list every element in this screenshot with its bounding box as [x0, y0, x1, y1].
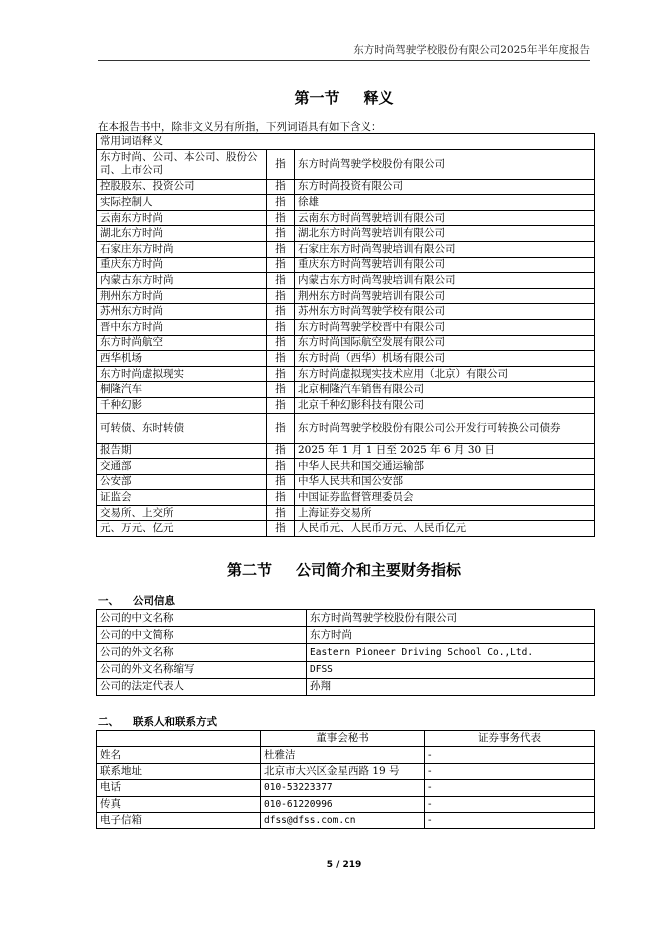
- company-info-label: 公司的外文名称缩写: [97, 661, 307, 678]
- definition-row: [97, 413, 595, 443]
- contact-table: [96, 730, 595, 829]
- definition-row: [97, 241, 595, 257]
- definition-separator: 指: [267, 335, 295, 351]
- definition-separator: 指: [267, 288, 295, 304]
- definition-row: [97, 273, 595, 289]
- definition-separator: 指: [267, 443, 295, 459]
- definition-row: [97, 490, 595, 506]
- definition-meaning: 徐雄: [295, 195, 595, 211]
- definition-term: 内蒙古东方时尚: [97, 273, 267, 289]
- definition-row: [97, 288, 595, 304]
- definition-row: [97, 382, 595, 398]
- definition-row: [97, 179, 595, 195]
- definition-meaning: 东方时尚驾驶学校晋中有限公司: [295, 319, 595, 335]
- definition-term: 桐隆汽车: [97, 382, 267, 398]
- definition-meaning: 云南东方时尚驾驶培训有限公司: [295, 210, 595, 226]
- contact-label: 联系地址: [97, 763, 261, 779]
- definition-meaning: 人民币元、人民币万元、人民币亿元: [295, 521, 595, 537]
- definition-separator: 指: [267, 257, 295, 273]
- contact-col-secretary: 董事会秘书: [261, 731, 425, 747]
- contact-row: [97, 812, 595, 828]
- definition-separator: 指: [267, 366, 295, 382]
- definition-separator: 指: [267, 195, 295, 211]
- definition-term: 云南东方时尚: [97, 210, 267, 226]
- section-1-name: 释义: [363, 89, 394, 107]
- definition-row: [97, 149, 595, 179]
- definition-term: 晋中东方时尚: [97, 319, 267, 335]
- section-2-title: [98, 559, 590, 580]
- definition-meaning: 内蒙古东方时尚驾驶培训有限公司: [295, 273, 595, 289]
- definition-term: 可转债、东时转债: [97, 413, 267, 443]
- company-info-heading: [98, 593, 175, 608]
- definition-meaning: 湖北东方时尚驾驶培训有限公司: [295, 226, 595, 242]
- definition-term: 公安部: [97, 474, 267, 490]
- definition-meaning: 上海证券交易所: [295, 505, 595, 521]
- definition-meaning: 中华人民共和国公安部: [295, 474, 595, 490]
- contact-row: [97, 747, 595, 763]
- definition-term: 东方时尚航空: [97, 335, 267, 351]
- contact-header-blank: [97, 731, 261, 747]
- company-info-value: 孙翔: [307, 678, 595, 695]
- definition-term: 东方时尚虚拟现实: [97, 366, 267, 382]
- company-info-value: 东方时尚驾驶学校股份有限公司: [307, 610, 595, 627]
- section-2-name: 公司简介和主要财务指标: [296, 561, 462, 579]
- definition-term: 荆州东方时尚: [97, 288, 267, 304]
- definition-term: 交通部: [97, 459, 267, 475]
- company-info-label: 公司的中文名称: [97, 610, 307, 627]
- definition-separator: 指: [267, 521, 295, 537]
- contact-label: 姓名: [97, 747, 261, 763]
- contact-col-rep: 证券事务代表: [425, 731, 595, 747]
- definition-row: [97, 443, 595, 459]
- definition-row: [97, 459, 595, 475]
- definition-separator: 指: [267, 490, 295, 506]
- definition-meaning: 苏州东方时尚驾驶学校有限公司: [295, 304, 595, 320]
- contact-secretary-value: 北京市大兴区金星西路 19 号: [261, 763, 425, 779]
- definition-term: 东方时尚、公司、本公司、股份公司、上市公司: [97, 149, 267, 179]
- contact-rep-value: -: [425, 812, 595, 828]
- contact-rep-value: -: [425, 747, 595, 763]
- contact-row: [97, 796, 595, 812]
- header-rule: [98, 60, 590, 61]
- company-info-heading-number: 一、: [98, 595, 119, 607]
- definition-meaning: 东方时尚国际航空发展有限公司: [295, 335, 595, 351]
- company-info-row: [97, 678, 595, 695]
- definition-term: 证监会: [97, 490, 267, 506]
- definition-row: [97, 505, 595, 521]
- definition-term: 石家庄东方时尚: [97, 241, 267, 257]
- definition-separator: 指: [267, 304, 295, 320]
- definition-row: [97, 335, 595, 351]
- definition-separator: 指: [267, 505, 295, 521]
- page-number: 5 / 219: [326, 860, 362, 870]
- company-info-value: 东方时尚: [307, 627, 595, 644]
- definition-term: 重庆东方时尚: [97, 257, 267, 273]
- definition-separator: 指: [267, 382, 295, 398]
- company-info-row: [97, 610, 595, 627]
- definition-row: [97, 366, 595, 382]
- definition-separator: 指: [267, 319, 295, 335]
- definition-separator: 指: [267, 241, 295, 257]
- contact-heading-number: 二、: [98, 716, 119, 728]
- definition-meaning: 石家庄东方时尚驾驶培训有限公司: [295, 241, 595, 257]
- page-header: 东方时尚驾驶学校股份有限公司2025年半年度报告: [353, 44, 590, 56]
- definition-meaning: 东方时尚投资有限公司: [295, 179, 595, 195]
- definition-meaning: 东方时尚虚拟现实技术应用（北京）有限公司: [295, 366, 595, 382]
- definition-row: [97, 521, 595, 537]
- contact-label: 电话: [97, 780, 261, 796]
- definition-separator: 指: [267, 474, 295, 490]
- company-info-label: 公司的中文简称: [97, 627, 307, 644]
- definition-separator: 指: [267, 273, 295, 289]
- definition-term: 元、万元、亿元: [97, 521, 267, 537]
- definition-term: 报告期: [97, 443, 267, 459]
- definition-separator: 指: [267, 351, 295, 367]
- contact-label: 传真: [97, 796, 261, 812]
- definition-meaning: 2025 年 1 月 1 日至 2025 年 6 月 30 日: [295, 443, 595, 459]
- company-info-row: [97, 661, 595, 678]
- section-1-number: 第一节: [294, 89, 340, 107]
- contact-rep-value: -: [425, 763, 595, 779]
- contact-secretary-value: 杜雅洁: [261, 747, 425, 763]
- contact-label: 电子信箱: [97, 812, 261, 828]
- definition-separator: 指: [267, 397, 295, 413]
- definition-separator: 指: [267, 459, 295, 475]
- definition-meaning: 东方时尚驾驶学校股份有限公司: [295, 149, 595, 179]
- contact-secretary-value: 010-61220996: [261, 796, 425, 812]
- definition-row: [97, 210, 595, 226]
- definition-meaning: 荆州东方时尚驾驶培训有限公司: [295, 288, 595, 304]
- definition-meaning: 重庆东方时尚驾驶培训有限公司: [295, 257, 595, 273]
- definition-term: 千种幻影: [97, 397, 267, 413]
- company-info-value: DFSS: [307, 661, 595, 678]
- definition-term: 苏州东方时尚: [97, 304, 267, 320]
- contact-row: [97, 763, 595, 779]
- definition-row: [97, 304, 595, 320]
- definition-separator: 指: [267, 149, 295, 179]
- intro-text: 在本报告书中，除非文义另有所指，下列词语具有如下含义：: [98, 121, 382, 133]
- definition-meaning: 东方时尚驾驶学校股份有限公司公开发行可转换公司债券: [295, 413, 595, 443]
- definition-term: 交易所、上交所: [97, 505, 267, 521]
- definition-term: 实际控制人: [97, 195, 267, 211]
- definition-term: 控股股东、投资公司: [97, 179, 267, 195]
- definitions-header: 常用词语释义: [97, 134, 595, 150]
- contact-heading: [98, 714, 217, 729]
- definition-meaning: 东方时尚（西华）机场有限公司: [295, 351, 595, 367]
- definition-meaning: 北京桐隆汽车销售有限公司: [295, 382, 595, 398]
- definition-row: [97, 397, 595, 413]
- company-info-row: [97, 627, 595, 644]
- definition-separator: 指: [267, 179, 295, 195]
- company-info-row: [97, 644, 595, 661]
- contact-rep-value: -: [425, 780, 595, 796]
- contact-row: [97, 780, 595, 796]
- section-1-title: [98, 87, 590, 108]
- company-info-label: 公司的外文名称: [97, 644, 307, 661]
- definition-row: [97, 474, 595, 490]
- definition-meaning: 中国证券监督管理委员会: [295, 490, 595, 506]
- company-info-value: Eastern Pioneer Driving School Co.,Ltd.: [307, 644, 595, 661]
- definition-row: [97, 257, 595, 273]
- definition-row: [97, 319, 595, 335]
- definition-term: 湖北东方时尚: [97, 226, 267, 242]
- contact-rep-value: -: [425, 796, 595, 812]
- definition-meaning: 北京千种幻影科技有限公司: [295, 397, 595, 413]
- definition-row: [97, 226, 595, 242]
- definition-meaning: 中华人民共和国交通运输部: [295, 459, 595, 475]
- definition-row: [97, 351, 595, 367]
- contact-heading-text: 联系人和联系方式: [133, 716, 217, 728]
- definition-separator: 指: [267, 226, 295, 242]
- company-info-table: [96, 609, 595, 696]
- section-2-number: 第二节: [226, 561, 272, 579]
- definition-row: [97, 195, 595, 211]
- definition-term: 西华机场: [97, 351, 267, 367]
- company-info-heading-text: 公司信息: [133, 595, 175, 607]
- definition-separator: 指: [267, 210, 295, 226]
- contact-secretary-value: dfss@dfss.com.cn: [261, 812, 425, 828]
- definition-separator: 指: [267, 413, 295, 443]
- contact-secretary-value: 010-53223377: [261, 780, 425, 796]
- definitions-table: [96, 133, 595, 537]
- company-info-label: 公司的法定代表人: [97, 678, 307, 695]
